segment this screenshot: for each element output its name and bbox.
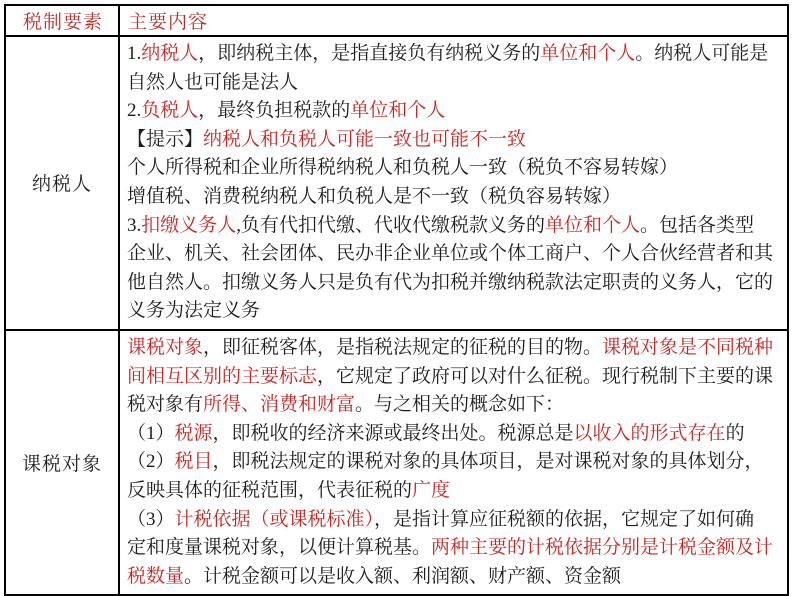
text-segment: 义务为法定义务 [127,300,261,322]
highlighted-text-segment: 计税依据（或课税标准） [174,508,375,530]
text-line [127,477,783,506]
text-segment: ，即征税客体，是指税法规定的征税的目的物。 [203,336,603,358]
highlighted-text-segment: 税数量 [127,565,185,587]
text-line [127,297,783,326]
text-segment: 的 [725,422,745,444]
text-segment: 1. [127,43,142,64]
header-row [5,5,788,36]
text-line [127,240,783,269]
text-segment: 【提示】 [127,128,204,150]
row-label: 课税对象 [5,330,119,595]
row-content [119,36,788,330]
row-content [119,330,788,595]
table-row [5,330,788,595]
text-segment: （2） [127,451,175,473]
text-line [127,69,783,98]
text-segment: ，即税法规定的课税对象的具体项目，是对课税对象的具体划分， [212,451,764,473]
text-segment: ，是指计算应征税额的依据，它规定了如何确 [374,508,755,530]
text-line [127,269,783,298]
highlighted-text-segment: 税目 [174,451,213,473]
highlighted-text-segment: 纳税人和负税人可能一致也可能不一致 [203,128,527,150]
text-segment: 。包括各类型 [640,214,755,236]
header-cell-tax-element: 税制要素 [5,5,119,36]
text-segment: 自然人也可能是法人 [127,71,299,93]
text-line [127,363,783,392]
text-segment: 他自然人。扣缴义务人只是负有代为扣税并缴纳税款法定职责的义务人，它的 [127,271,774,293]
text-segment: 。纳税人可能是 [635,43,769,64]
text-segment: ，最终负担税款的 [198,100,351,122]
highlighted-text-segment: 课税对象 [127,336,204,358]
text-line [127,534,783,563]
text-segment: 税对象有 [127,394,204,416]
row-label: 纳税人 [5,36,119,330]
text-segment: 3. [127,214,142,236]
highlighted-text-segment: 税源 [174,422,213,444]
highlighted-text-segment: 负税人 [141,100,199,122]
text-line [127,97,783,126]
text-segment: 2. [127,100,142,122]
text-line [127,334,783,363]
table-body [5,36,788,595]
text-line [127,391,783,420]
text-segment: ,负有代扣代缴、代收代缴税款义务的 [236,214,546,236]
text-line [127,154,783,183]
text-segment: 反映具体的征税范围，代表征税的 [127,479,413,501]
highlighted-text-segment: 单位和个人 [350,100,446,122]
text-segment: （1） [127,422,175,444]
highlighted-text-segment: 扣缴义务人 [141,214,237,236]
text-segment: （3） [127,508,175,530]
highlighted-text-segment: 两种主要的计税依据分别是计税金额及计 [431,537,774,559]
highlighted-text-segment: 纳税人 [141,43,199,64]
tax-elements-table [4,4,789,596]
highlighted-text-segment: 所得、消费和财富 [203,394,356,416]
header-cell-main-content: 主要内容 [119,5,788,36]
text-segment: 增值税、消费税纳税人和负税人是不一致（税负容易转嫁） [127,185,622,207]
highlighted-text-segment: 课税对象是不同税种 [602,336,774,358]
text-line [127,420,783,449]
highlighted-text-segment: 以收入的形式存在 [573,422,726,444]
text-segment: 。与之相关的概念如下： [355,394,565,416]
text-segment: 企业、机关、社会团体、民办非企业单位或个体工商户、个人合伙经营者和其 [127,243,774,265]
text-line [127,212,783,241]
text-line [127,40,783,69]
text-segment: 定和度量课税对象，以便计算税基。 [127,537,432,559]
text-segment: 个人所得税和企业所得税纳税人和负税人一致（税负不容易转嫁） [127,157,679,179]
text-line [127,506,783,535]
text-line [127,126,783,155]
highlighted-text-segment: 间相互区别的主要标志 [127,365,318,387]
text-segment: ，即税收的经济来源或最终出处。税源总是 [212,422,574,444]
table-row [5,36,788,330]
text-segment: ，它规定了政府可以对什么征税。现行税制下主要的课 [317,365,774,387]
highlighted-text-segment: 广度 [412,479,451,501]
highlighted-text-segment: 单位和个人 [540,43,636,64]
text-segment: 。计税金额可以是收入额、利润额、财产额、资金额 [184,565,622,587]
text-line [127,183,783,212]
text-segment: ，即纳税主体，是指直接负有纳税义务的 [198,43,541,64]
text-line [127,448,783,477]
highlighted-text-segment: 单位和个人 [545,214,641,236]
